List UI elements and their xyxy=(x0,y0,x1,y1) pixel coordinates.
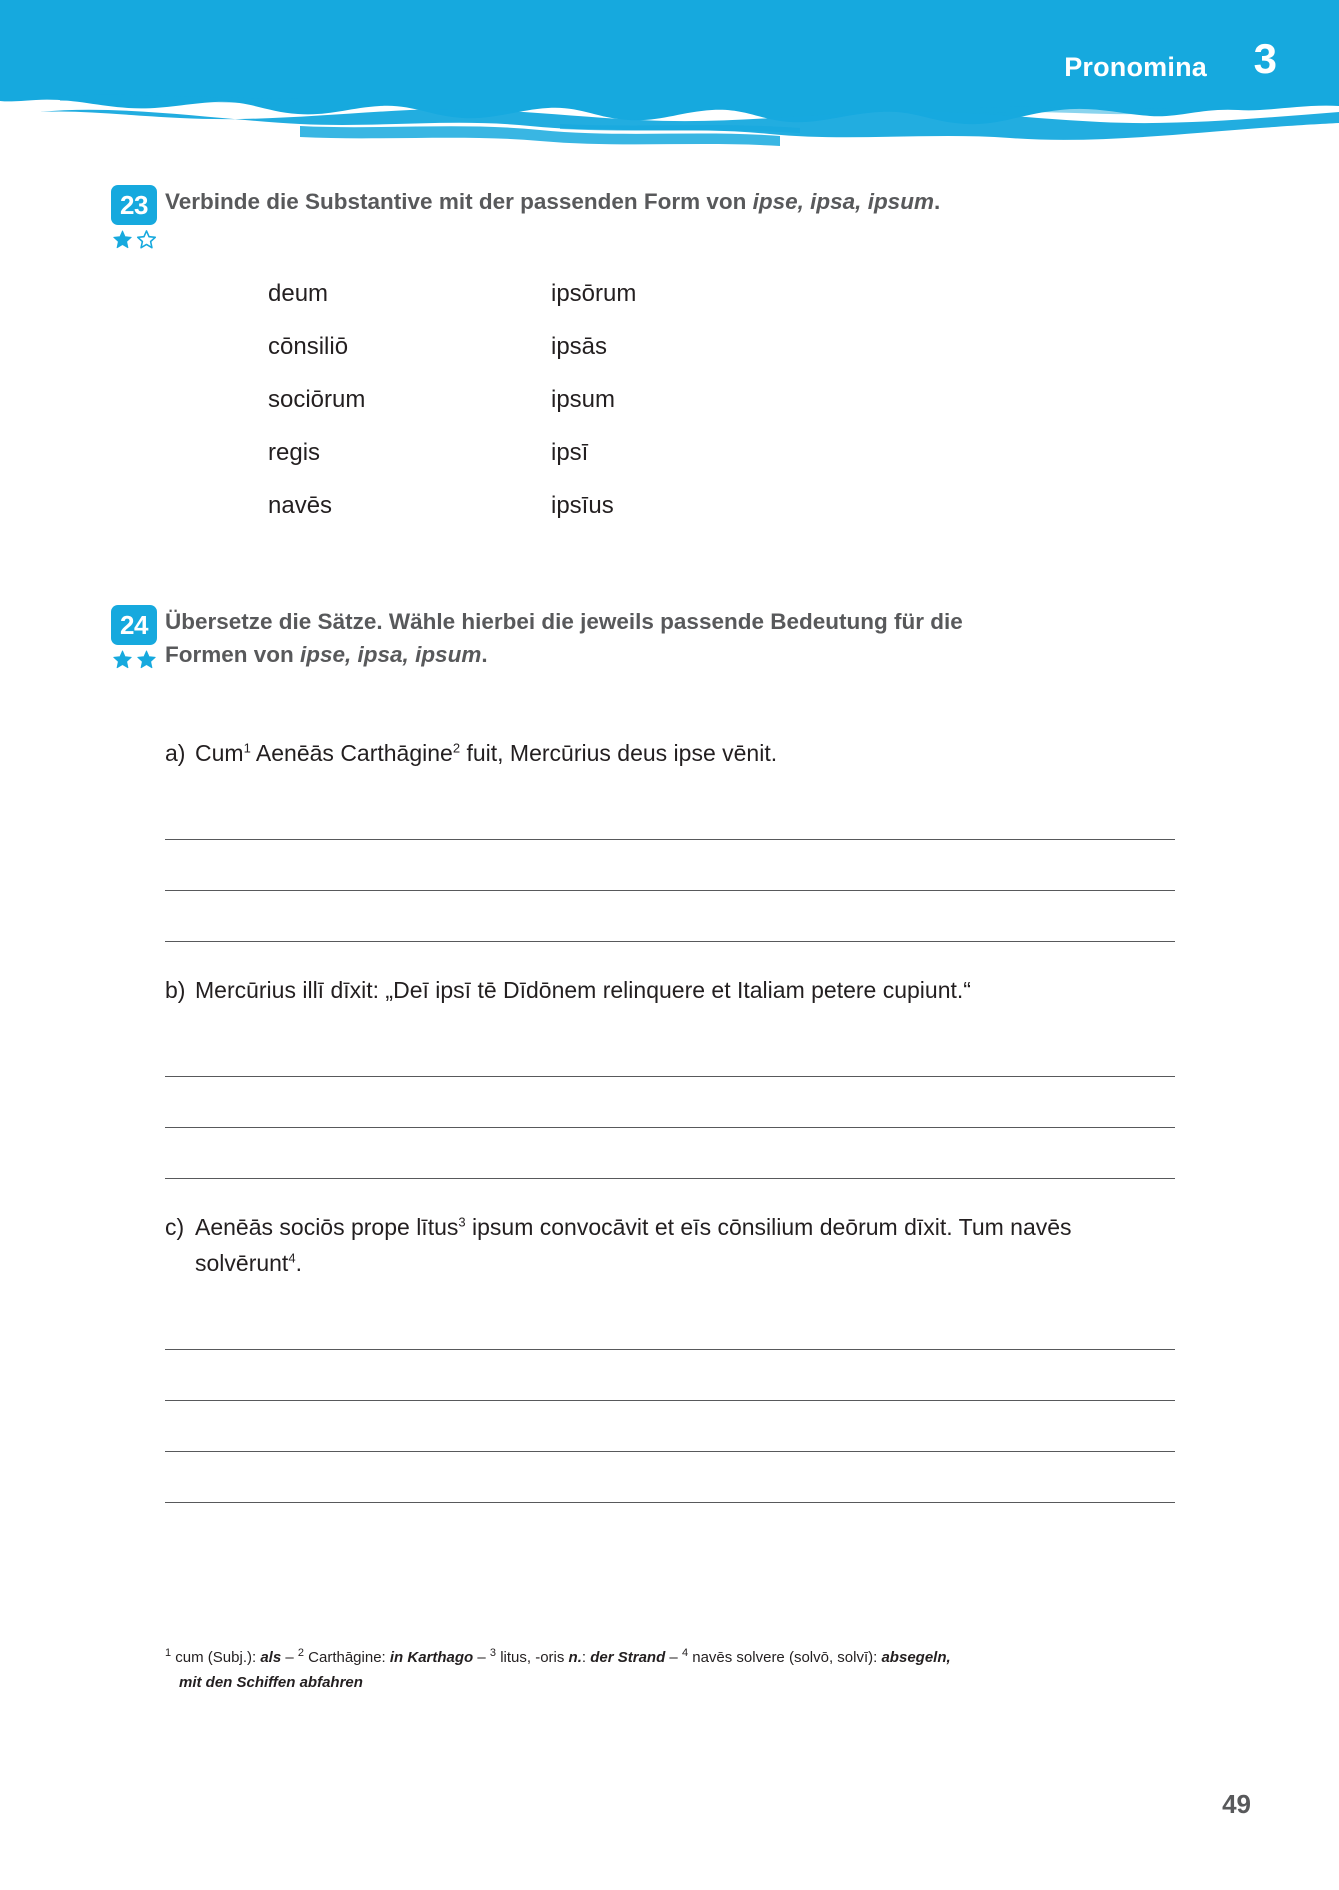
answer-lines xyxy=(165,1026,1175,1179)
matching-row xyxy=(268,333,968,386)
matching-row xyxy=(268,280,968,333)
exercise-24-difficulty-stars xyxy=(103,649,165,671)
footnote-number: 4 xyxy=(681,1647,689,1659)
footnotes xyxy=(165,1645,1175,1695)
matching-pronoun-form[interactable]: ipsum xyxy=(551,386,616,413)
answer-write-line[interactable] xyxy=(165,1026,1175,1077)
instruction-text: Übersetze die Sätze. Wähle hierbei die jeweils passende Bedeutung für die Formen von xyxy=(165,609,963,667)
footnote-term: navēs solvere (solvō, solvī): xyxy=(688,1649,882,1666)
footnote-number: 3 xyxy=(489,1647,497,1659)
answer-write-line[interactable] xyxy=(165,1299,1175,1350)
star-outline-icon xyxy=(136,229,157,250)
spacer xyxy=(165,1179,1175,1209)
star-filled-icon xyxy=(112,229,133,250)
spacer xyxy=(165,942,1175,972)
sentence-label: a) xyxy=(165,740,186,766)
answer-write-line[interactable] xyxy=(165,1452,1175,1503)
footnote-term: cum (Subj.): xyxy=(171,1649,261,1666)
answer-write-line[interactable] xyxy=(165,789,1175,840)
footnote-translation: als xyxy=(260,1649,282,1666)
exercise-23-marker xyxy=(103,185,165,251)
exercise-24-instruction xyxy=(165,605,1045,671)
footnote-marker: 4 xyxy=(288,1250,296,1266)
footnote-line-1 xyxy=(165,1645,1175,1670)
spacer xyxy=(165,1503,1175,1533)
instruction-text: . xyxy=(933,189,941,214)
instruction-emphasis: ipse, ipsa, ipsum xyxy=(300,642,482,667)
latin-sentence xyxy=(165,1209,1175,1281)
instruction-emphasis: ipse, ipsa, ipsum xyxy=(752,189,934,214)
sentence-label: b) xyxy=(165,977,186,1003)
matching-row xyxy=(268,492,968,545)
matching-pronoun-form[interactable]: ipsīus xyxy=(551,492,614,519)
footnote-number: 1 xyxy=(165,1647,172,1659)
exercise-23-difficulty-stars xyxy=(103,229,165,251)
sentence-text: Cum$^1$ Aenēās Carthāgine$^2$ fuit, Mercūrius deus ipse vēnit. xyxy=(195,740,778,766)
exercise-24-number: 24 xyxy=(111,605,157,645)
exercise-24 xyxy=(103,605,1045,671)
matching-noun[interactable]: regis xyxy=(268,439,321,466)
latin-sentence xyxy=(165,735,1175,771)
sentence-item xyxy=(165,1209,1175,1503)
exercise-23-number: 23 xyxy=(111,185,157,225)
footnote-translation: in Karthago xyxy=(389,1649,474,1666)
sentence-label: c) xyxy=(165,1214,185,1240)
answer-write-line[interactable] xyxy=(165,1128,1175,1179)
footnote-term: litus, -oris xyxy=(496,1649,569,1666)
matching-pronoun-form[interactable]: ipsās xyxy=(551,333,608,360)
matching-noun[interactable]: deum xyxy=(268,280,329,307)
answer-lines xyxy=(165,789,1175,942)
exercise-23 xyxy=(103,185,1045,519)
answer-write-line[interactable] xyxy=(165,1401,1175,1452)
footnote-term: – xyxy=(473,1649,490,1666)
footnote-term: Carthāgine: xyxy=(303,1649,390,1666)
chapter-number: 3 xyxy=(1253,35,1277,82)
footnote-number: 2 xyxy=(297,1647,304,1659)
footnote-term: – xyxy=(665,1649,682,1666)
page-number: 49 xyxy=(1222,1789,1251,1819)
matching-pronoun-form[interactable]: ipsī xyxy=(551,439,589,466)
footnote-line-2: mit den Schiffen abfahren xyxy=(179,1674,363,1691)
star-filled-icon xyxy=(136,649,157,670)
matching-noun[interactable]: cōnsiliō xyxy=(268,333,349,360)
footnote-term: : xyxy=(581,1649,591,1666)
matching-noun[interactable]: navēs xyxy=(268,492,333,519)
footnote-marker: 1 xyxy=(243,740,251,756)
answer-write-line[interactable] xyxy=(165,891,1175,942)
sentence-item xyxy=(165,735,1175,942)
footnote-translation: n. xyxy=(568,1649,582,1666)
matching-list xyxy=(268,280,968,545)
footnote-marker: 2 xyxy=(452,740,461,756)
sentence-item xyxy=(165,972,1175,1179)
matching-pronoun-form[interactable]: ipsōrum xyxy=(551,280,637,307)
matching-row xyxy=(268,386,968,439)
exercise-23-instruction xyxy=(165,185,1045,218)
matching-row xyxy=(268,439,968,492)
exercise-24-marker xyxy=(103,605,165,671)
star-filled-icon xyxy=(112,649,133,670)
footnote-marker: 3 xyxy=(458,1214,466,1230)
latin-sentence xyxy=(165,972,1175,1008)
instruction-text: Verbinde die Substantive mit der passenden Form von xyxy=(165,189,753,214)
answer-lines xyxy=(165,1299,1175,1503)
footnote-translation: der Strand xyxy=(590,1649,666,1666)
sentence-text: Aenēās sociōs prope lītus$^3$ ipsum convocāvit et eīs cōnsilium deōrum dīxit. Tum navēs solvērunt$^4$. xyxy=(195,1214,1072,1276)
matching-noun[interactable]: sociōrum xyxy=(268,386,366,413)
answer-write-line[interactable] xyxy=(165,1077,1175,1128)
footnote-term: – xyxy=(281,1649,298,1666)
instruction-text: . xyxy=(481,642,488,667)
answer-write-line[interactable] xyxy=(165,1350,1175,1401)
footnote-translation: absegeln, xyxy=(881,1649,951,1666)
page-title: Pronomina xyxy=(1064,52,1207,82)
sentence-text: Mercūrius illī dīxit: „Deī ipsī tē Dīdōnem relinquere et Italiam petere cupiunt.“ xyxy=(195,977,971,1003)
sentences-area xyxy=(165,735,1175,1533)
answer-write-line[interactable] xyxy=(165,840,1175,891)
